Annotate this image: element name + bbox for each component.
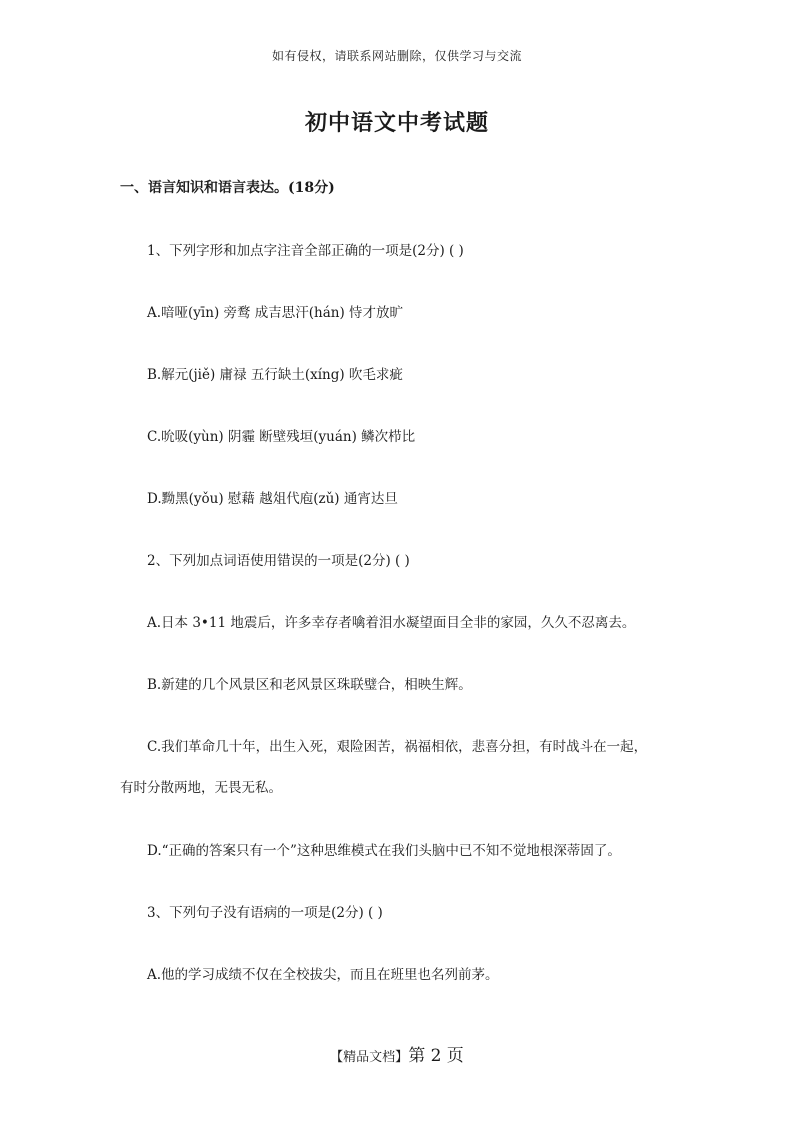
question-2-option-d: D.“正确的答案只有一个”这种思维模式在我们头脑中已不知不觉地根深蒂固了。	[147, 843, 621, 859]
footer-tag: 【精品文档】	[330, 1050, 409, 1065]
question-1-prompt: 1、下列字形和加点字注音全部正确的一项是(2分) ( )	[147, 243, 464, 259]
question-2-option-a: A.日本 3•11 地震后，许多幸存者噙着泪水凝望面目全非的家园，久久不忍离去。	[147, 615, 636, 631]
document-title: 初中语文中考试题	[304, 110, 489, 136]
question-1-option-b: B.解元(jiě) 庸禄 五行缺土(xíng) 吹毛求疵	[147, 367, 403, 383]
section-heading: 一、语言知识和语言表达。(18分)	[120, 180, 335, 196]
question-2-option-c: C.我们革命几十年，出生入死，艰险困苦，祸福相依，悲喜分担，有时战斗在一起，	[147, 739, 648, 755]
page-footer	[0, 1041, 794, 1066]
page-number: 第 2 页	[408, 1046, 464, 1066]
question-1-option-a: A.喑哑(yīn) 旁鹜 成吉思汗(hán) 恃才放旷	[147, 305, 404, 321]
question-3-option-a: A.他的学习成绩不仅在全校拔尖，而且在班里也名列前茅。	[147, 967, 499, 983]
question-2-option-b: B.新建的几个风景区和老风景区珠联璧合，相映生辉。	[147, 677, 472, 693]
question-2-option-c-continued: 有时分散两地，无畏无私。	[120, 780, 282, 796]
question-1-option-d: D.黝黑(yǒu) 慰藉 越俎代庖(zǔ) 通宵达旦	[147, 491, 398, 507]
question-1-option-c: C.吮吸(yùn) 阴霾 断壁残垣(yuán) 鳞次栉比	[147, 429, 416, 445]
copyright-note: 如有侵权，请联系网站删除，仅供学习与交流	[271, 49, 522, 63]
question-3-prompt: 3、下列句子没有语病的一项是(2分) ( )	[147, 905, 383, 921]
question-2-prompt: 2、下列加点词语使用错误的一项是(2分) ( )	[147, 553, 410, 569]
